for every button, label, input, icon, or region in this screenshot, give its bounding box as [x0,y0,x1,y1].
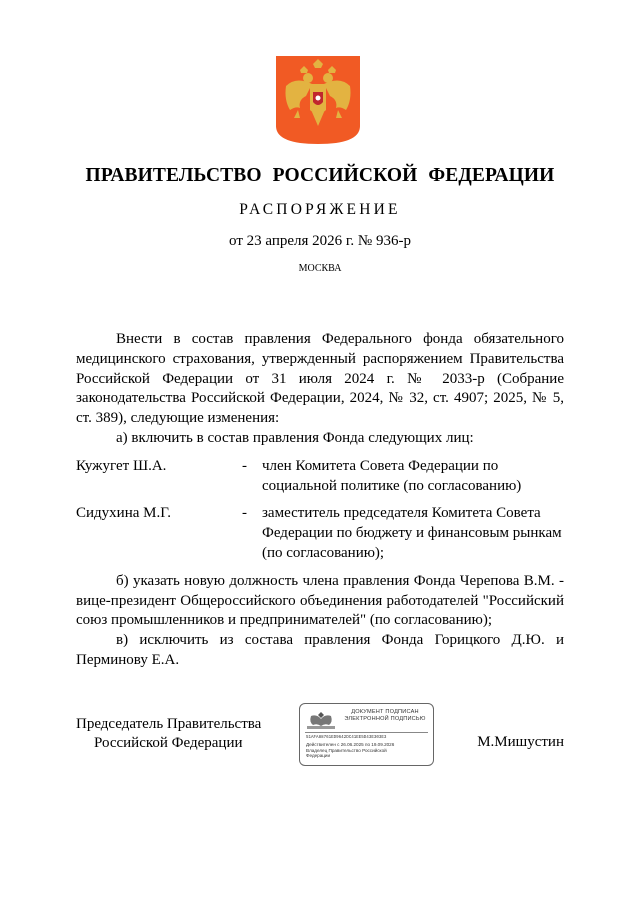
stamp-heading-line2: ЭЛЕКТРОННОЙ ПОДПИСЬЮ [344,716,426,722]
item-a-paragraph: а) включить в состав правления Фонда следующих лиц: [116,429,474,446]
coat-of-arms-emblem [276,56,360,144]
double-headed-eagle-icon [276,56,360,144]
signatory-position-line2: Российской Федерации [94,735,243,751]
member-role: заместитель председателя Комитета Совета Федерации по бюджету и финансовым рынкам (по согласованию); [262,505,562,561]
stamp-validity: Действителен с 26.06.2025 по 19.09.2026 [306,742,395,747]
stamp-divider [305,732,428,733]
item-b-paragraph: б) указать новую должность члена правления Фонда Черепова В.М. - вице-президент Общероссийского объединения работодателей "Российский союз промышленников и предпринимателей" (по согласованию); [76,572,564,629]
signatory-position [76,715,261,753]
document-type: РАСПОРЯЖЕНИЕ [239,201,401,218]
stamp-heading-line1: ДОКУМЕНТ ПОДПИСАН [351,709,419,715]
signatory-name: М.Мишустин [477,734,564,750]
member-role: член Комитета Совета Федерации по социальной политике (по согласованию) [262,457,522,494]
member-name: Сидухина М.Г. [76,505,171,522]
document-date-number: от 23 апреля 2026 г. № 936-р [229,233,411,249]
document-body [76,330,564,671]
member-row [76,457,564,497]
document-city: МОСКВА [298,263,342,274]
stamp-info [306,742,430,759]
government-title: ПРАВИТЕЛЬСТВО РОССИЙСКОЙ ФЕДЕРАЦИИ [85,165,555,186]
signatory-position-line1: Председатель Правительства [76,716,262,732]
intro-paragraph: Внести в состав правления Федерального фонда обязательного медицинского страхования, утвержденный распоряжением Правительства Российской Федерации от 31 июля 2024 г. № 2033-р (Собрание законодательства Российской Федерации, 2024, № 32, ст. 4907; 2025, № 5, ст. 389), следующие изменения: [76,331,564,427]
member-row [76,504,564,563]
stamp-owner-line1: Владелец Правительство Российской [306,747,387,753]
stamp-certificate: 51AFA88761ED9642DC41EE5D43E303E3 [306,736,387,740]
member-dash: - [242,505,247,522]
emblem-stamp-icon [305,710,337,730]
stamp-owner-line2: Федерации [306,753,331,759]
member-name: Кужугет Ш.А. [76,457,167,474]
member-dash: - [242,457,247,474]
electronic-signature-stamp [299,703,434,766]
stamp-heading [338,709,432,723]
item-c-paragraph: в) исключить из состава правления Фонда Горицкого Д.Ю. и Перминову Е.А. [76,632,564,668]
